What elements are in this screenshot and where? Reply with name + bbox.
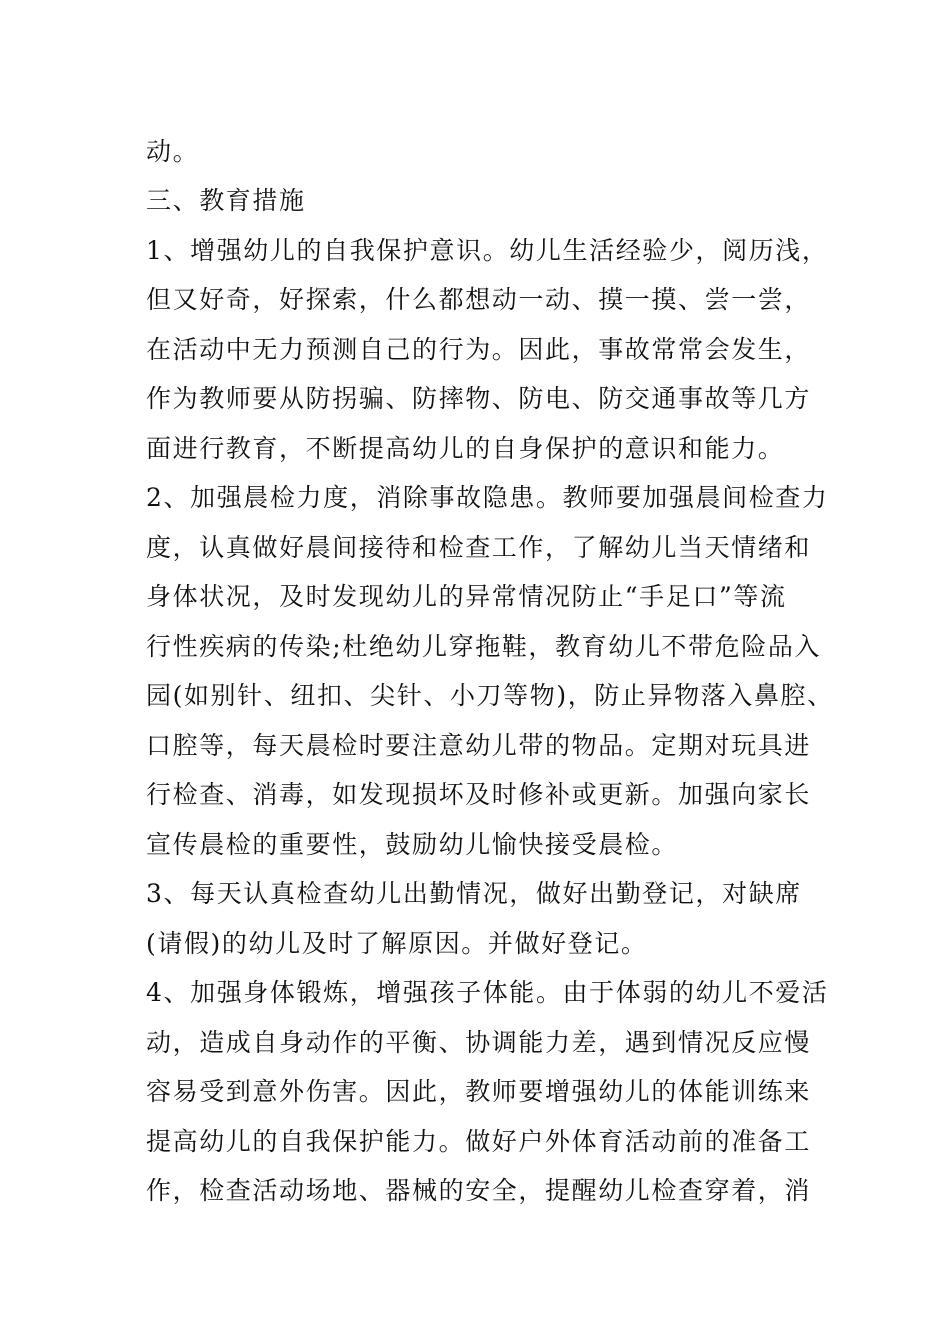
text-line: 2、加强晨检力度，消除事故隐患。教师要加强晨间检查力	[146, 483, 829, 512]
text-line: 提高幼儿的自我保护能力。做好户外体育活动前的准备工	[146, 1127, 812, 1156]
text-line: 动。	[146, 137, 200, 166]
text-line: 宣传晨检的重要性，鼓励幼儿愉快接受晨检。	[146, 830, 679, 859]
text-line: 作为教师要从防拐骗、防摔物、防电、防交通事故等几方	[146, 384, 812, 413]
text-line: 身体状况，及时发现幼儿的异常情况防止“手足口”等流	[146, 582, 787, 611]
text-line: 4、加强身体锻炼，增强孩子体能。由于体弱的幼儿不爱活	[146, 978, 829, 1007]
section-heading: 三、教育措施	[146, 186, 306, 215]
text-line: 容易受到意外伤害。因此，教师要增强幼儿的体能训练来	[146, 1077, 812, 1106]
text-line: 动，造成自身动作的平衡、协调能力差，遇到情况反应慢	[146, 1028, 812, 1057]
text-line: 口腔等，每天晨检时要注意幼儿带的物品。定期对玩具进	[146, 731, 812, 760]
text-line: 园(如别针、纽扣、尖针、小刀等物)，防止异物落入鼻腔、	[146, 681, 834, 710]
text-line: (请假)的幼儿及时了解原因。并做好登记。	[146, 929, 648, 958]
text-line: 但又好奇，好探索，什么都想动一动、摸一摸、尝一尝，	[146, 285, 812, 314]
text-line: 面进行教育，不断提高幼儿的自身保护的意识和能力。	[146, 434, 785, 463]
text-line: 1、增强幼儿的自我保护意识。幼儿生活经验少，阅历浅，	[146, 236, 829, 265]
text-line: 行性疾病的传染;杜绝幼儿穿拖鞋，教育幼儿不带危险品入	[146, 632, 822, 661]
text-line: 度，认真做好晨间接待和检查工作，了解幼儿当天情绪和	[146, 533, 812, 562]
text-line: 3、每天认真检查幼儿出勤情况，做好出勤登记，对缺席	[146, 879, 802, 908]
text-line: 作，检查活动场地、器械的安全，提醒幼儿检查穿着，消	[146, 1176, 812, 1205]
text-line: 在活动中无力预测自己的行为。因此，事故常常会发生，	[146, 335, 812, 364]
text-line: 行检查、消毒，如发现损坏及时修补或更新。加强向家长	[146, 780, 812, 809]
